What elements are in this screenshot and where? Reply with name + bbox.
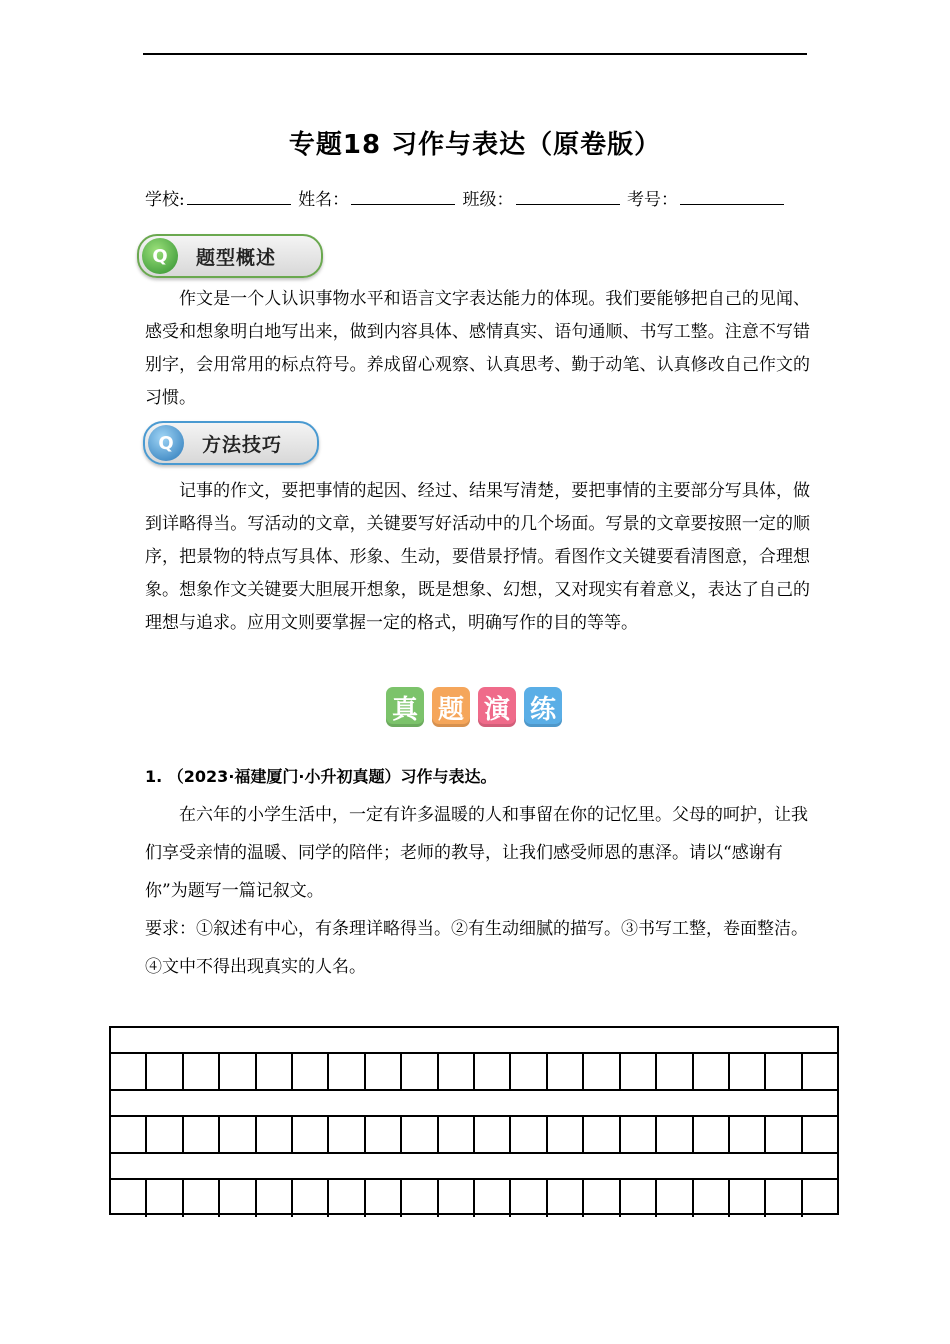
grid-cell[interactable] (694, 1117, 730, 1152)
grid-spacer-row (111, 1154, 837, 1180)
writing-grid[interactable] (109, 1026, 839, 1215)
grid-cell[interactable] (766, 1117, 802, 1152)
grid-cell[interactable] (439, 1117, 475, 1152)
question-heading: 1. （2023·福建厦门·小升初真题）习作与表达。 (145, 767, 497, 786)
grid-cell[interactable] (694, 1054, 730, 1089)
class-label: 班级： (462, 190, 514, 210)
grid-cell[interactable] (511, 1180, 547, 1217)
badge-label-overview: 题型概述 (196, 246, 277, 269)
grid-cell[interactable] (184, 1117, 220, 1152)
grid-cell[interactable] (111, 1117, 147, 1152)
exam-number-blank[interactable] (680, 190, 784, 205)
question-body (145, 796, 810, 986)
grid-cell[interactable] (475, 1054, 511, 1089)
grid-cell[interactable] (439, 1054, 475, 1089)
student-info-line (145, 185, 805, 210)
grid-cell[interactable] (657, 1180, 693, 1217)
exam-number-label: 考号： (626, 190, 678, 210)
speech-bubble-icon: Q (142, 238, 178, 274)
school-blank[interactable] (187, 190, 291, 205)
grid-cell[interactable] (511, 1117, 547, 1152)
grid-cell[interactable] (548, 1117, 584, 1152)
grid-cell[interactable] (257, 1180, 293, 1217)
grid-cell[interactable] (766, 1054, 802, 1089)
grid-cell[interactable] (257, 1117, 293, 1152)
grid-cell[interactable] (220, 1054, 256, 1089)
grid-cell[interactable] (475, 1180, 511, 1217)
grid-cell[interactable] (366, 1180, 402, 1217)
overview-paragraph: 作文是一个人认识事物水平和语言文字表达能力的体现。我们要能够把自己的见闻、感受和想象明白地写出来，做到内容具体、感情真实、语句通顺、书写工整。注意不写错别字，会用常用的标点符号。养成留心观察、认真思考、勤于动笔、认真修改自己作文的习惯。 (145, 289, 810, 408)
grid-cell[interactable] (621, 1117, 657, 1152)
grid-cell[interactable] (548, 1180, 584, 1217)
header-rule (143, 53, 807, 55)
section-badge-method (143, 421, 319, 465)
grid-cell[interactable] (184, 1054, 220, 1089)
grid-cell[interactable] (402, 1054, 438, 1089)
class-blank[interactable] (516, 190, 620, 205)
grid-cell[interactable] (766, 1180, 802, 1217)
grid-cell[interactable] (657, 1054, 693, 1089)
page-title: 专题18 习作与表达（原卷版） (288, 130, 662, 160)
grid-cell[interactable] (329, 1054, 365, 1089)
grid-cell[interactable] (293, 1117, 329, 1152)
grid-cell-row[interactable] (111, 1117, 837, 1154)
badge-label-method: 方法技巧 (202, 433, 283, 456)
question-prompt: 在六年的小学生活中，一定有许多温暖的人和事留在你的记忆里。父母的呵护，让我们享受亲情的温暖、同学的陪伴；老师的教导，让我们感受师恩的惠泽。请以“感谢有你”为题写一篇记叙文。 (145, 805, 808, 901)
grid-cell[interactable] (402, 1117, 438, 1152)
grid-cell[interactable] (803, 1117, 837, 1152)
grid-cell[interactable] (329, 1117, 365, 1152)
grid-cell[interactable] (220, 1117, 256, 1152)
grid-cell[interactable] (584, 1180, 620, 1217)
grid-cell[interactable] (257, 1054, 293, 1089)
grid-cell[interactable] (730, 1180, 766, 1217)
grid-cell[interactable] (730, 1117, 766, 1152)
grid-cell[interactable] (293, 1180, 329, 1217)
grid-spacer-row (111, 1091, 837, 1117)
grid-cell[interactable] (293, 1054, 329, 1089)
grid-cell[interactable] (147, 1054, 183, 1089)
grid-cell[interactable] (548, 1054, 584, 1089)
section-badge-overview (137, 234, 323, 278)
grid-cell[interactable] (694, 1180, 730, 1217)
grid-cell[interactable] (621, 1054, 657, 1089)
grid-cell[interactable] (584, 1054, 620, 1089)
grid-cell[interactable] (803, 1054, 837, 1089)
grid-spacer-row (111, 1028, 837, 1054)
grid-cell[interactable] (621, 1180, 657, 1217)
grid-cell[interactable] (657, 1117, 693, 1152)
practice-tile: 真 (386, 687, 424, 727)
grid-cell[interactable] (220, 1180, 256, 1217)
grid-cell[interactable] (511, 1054, 547, 1089)
grid-cell[interactable] (730, 1054, 766, 1089)
practice-tile: 演 (478, 687, 516, 727)
grid-cell[interactable] (366, 1054, 402, 1089)
grid-cell[interactable] (184, 1180, 220, 1217)
practice-tile: 题 (432, 687, 470, 727)
school-label: 学校: (145, 190, 185, 210)
grid-cell[interactable] (111, 1054, 147, 1089)
grid-cell-row[interactable] (111, 1180, 837, 1217)
grid-cell[interactable] (366, 1117, 402, 1152)
method-paragraph: 记事的作文，要把事情的起因、经过、结果写清楚，要把事情的主要部分写具体，做到详略得当。写活动的文章，关键要写好活动中的几个场面。写景的文章要按照一定的顺序，把景物的特点写具体、形象、生动，要借景抒情。看图作文关键要看清图意，合理想象。想象作文关键要大胆展开想象，既是想象、幻想，又对现实有着意义，表达了自己的理想与追求。应用文则要掌握一定的格式，明确写作的目的等等。 (145, 481, 810, 633)
grid-cell[interactable] (584, 1117, 620, 1152)
grid-cell[interactable] (147, 1117, 183, 1152)
name-label: 姓名： (298, 190, 350, 210)
grid-cell[interactable] (111, 1180, 147, 1217)
grid-cell[interactable] (147, 1180, 183, 1217)
speech-bubble-icon: Q (148, 425, 184, 461)
practice-tile: 练 (524, 687, 562, 727)
grid-cell[interactable] (803, 1180, 837, 1217)
grid-cell[interactable] (439, 1180, 475, 1217)
practice-banner (386, 687, 562, 727)
name-blank[interactable] (351, 190, 455, 205)
grid-cell[interactable] (402, 1180, 438, 1217)
grid-cell[interactable] (329, 1180, 365, 1217)
question-requirements: 要求：①叙述有中心，有条理详略得当。②有生动细腻的描写。③书写工整，卷面整洁。④文中不得出现真实的人名。 (145, 919, 808, 977)
grid-cell-row[interactable] (111, 1054, 837, 1091)
grid-cell[interactable] (475, 1117, 511, 1152)
